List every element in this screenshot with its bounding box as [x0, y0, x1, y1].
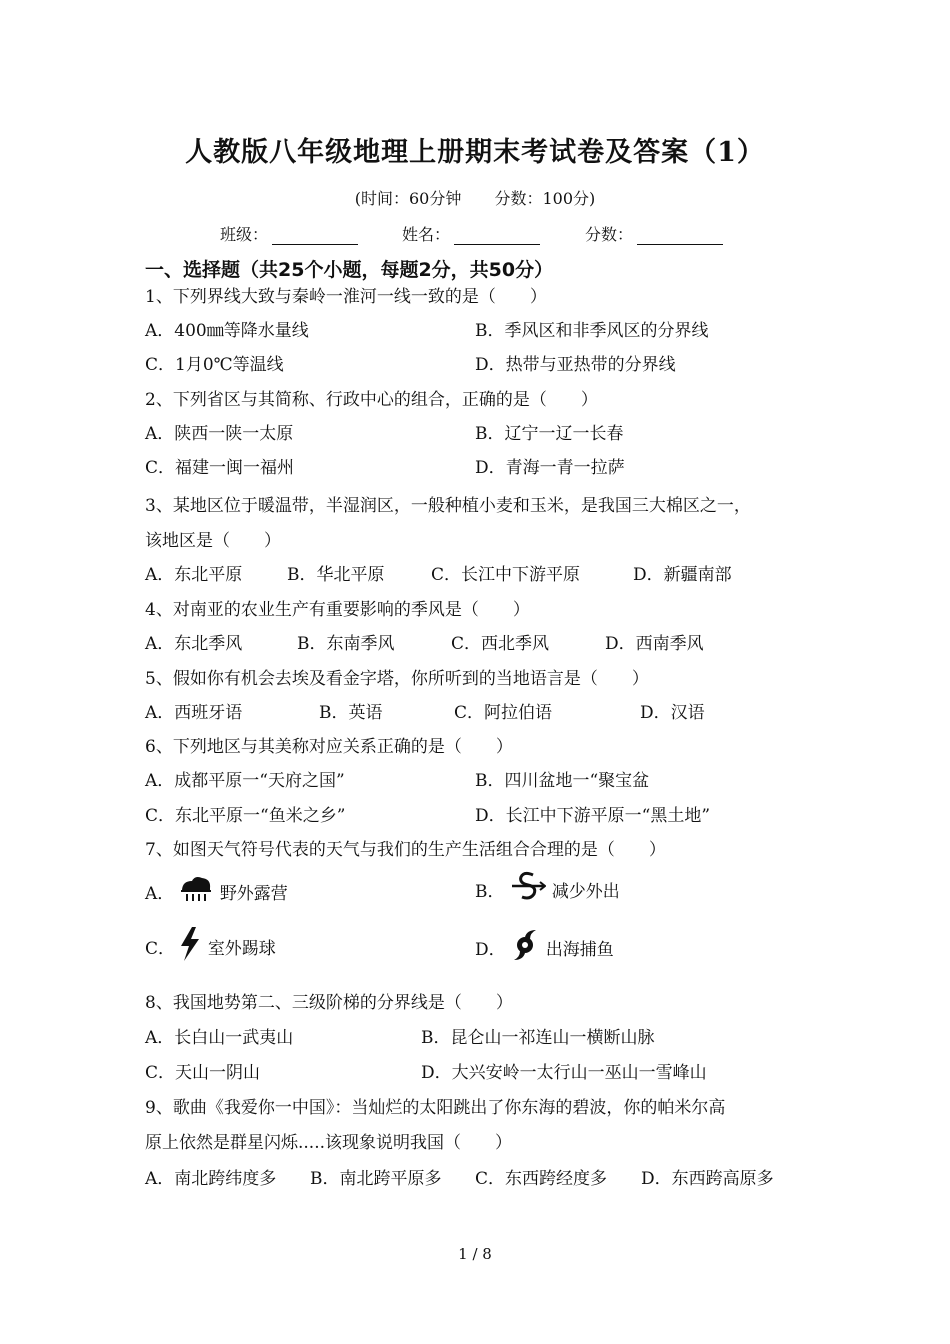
q8-option-c[interactable]: C．天山一阴山: [145, 1063, 261, 1083]
q5-option-b[interactable]: B．英语: [319, 703, 383, 723]
q5-option-c[interactable]: C．阿拉伯语: [454, 703, 553, 723]
q7-option-c-letter: C．: [145, 939, 176, 959]
q3-option-d[interactable]: D．新疆南部: [633, 565, 732, 585]
question-7-stem: 7、如图天气符号代表的天气与我们的生产生活组合合理的是（ ）: [145, 840, 666, 860]
q7-option-d-text: 出海捕鱼: [545, 940, 614, 960]
question-4-stem: 4、对南亚的农业生产有重要影响的季风是（ ）: [145, 600, 530, 620]
q2-option-d[interactable]: D．青海一青一拉萨: [475, 458, 625, 478]
q7-option-c[interactable]: [145, 926, 276, 967]
page-number: 1 / 8: [458, 1245, 492, 1263]
rain-shower-icon: [178, 874, 214, 909]
q3-option-a[interactable]: A．东北平原: [145, 565, 243, 585]
q4-option-d[interactable]: D．西南季风: [605, 634, 704, 654]
q5-option-d[interactable]: D．汉语: [640, 703, 705, 723]
q4-option-c[interactable]: C．西北季风: [451, 634, 550, 654]
q8-option-d[interactable]: D．大兴安岭一太行山一巫山一雪峰山: [421, 1063, 707, 1083]
sandstorm-icon: [510, 870, 546, 909]
q7-option-b-text: 减少外出: [551, 882, 620, 902]
q7-option-b[interactable]: [475, 870, 620, 909]
question-3-stem-line2: 该地区是（ ）: [145, 531, 281, 551]
question-5-stem: 5、假如你有机会去埃及看金字塔，你所听到的当地语言是（ ）: [145, 669, 649, 689]
q9-option-d[interactable]: D．东西跨高原多: [641, 1169, 774, 1189]
question-9-stem-line1: 9、歌曲《我爱你一中国》：当灿烂的太阳跳出了你东海的碧波，你的帕米尔高: [145, 1098, 726, 1118]
q3-option-b[interactable]: B．华北平原: [287, 565, 385, 585]
question-8-stem: 8、我国地势第二、三级阶梯的分界线是（ ）: [145, 993, 513, 1013]
q7-option-b-letter: B．: [475, 882, 505, 902]
q7-option-a[interactable]: [145, 874, 288, 909]
q9-option-c[interactable]: C．东西跨经度多: [475, 1169, 608, 1189]
q6-option-a[interactable]: A．成都平原一“天府之国”: [145, 771, 345, 791]
q9-option-b[interactable]: B．南北跨平原多: [310, 1169, 442, 1189]
q4-option-b[interactable]: B．东南季风: [297, 634, 395, 654]
q6-option-b[interactable]: B．四川盆地一“聚宝盆: [475, 771, 650, 791]
question-6-stem: 6、下列地区与其美称对应关系正确的是（ ）: [145, 737, 513, 757]
score-label: 分数：: [585, 225, 634, 244]
q2-option-c[interactable]: C．福建一闽一福州: [145, 458, 295, 478]
q8-option-b[interactable]: B．昆仑山一祁连山一横断山脉: [421, 1028, 655, 1048]
q6-option-c[interactable]: C．东北平原一“鱼米之乡”: [145, 806, 346, 826]
q2-option-a[interactable]: A．陕西一陕一太原: [145, 424, 294, 444]
q7-option-a-text: 野外露营: [219, 884, 288, 904]
q7-option-c-text: 室外踢球: [207, 939, 276, 959]
score-blank[interactable]: [637, 228, 723, 245]
section-heading: 一、选择题（共25个小题，每题2分，共50分）: [145, 259, 554, 281]
exam-time: (时间：60分钟: [354, 189, 462, 208]
q4-option-a[interactable]: A．东北季风: [145, 634, 243, 654]
name-label: 姓名：: [402, 225, 451, 244]
q1-option-b[interactable]: B．季风区和非季风区的分界线: [475, 321, 709, 341]
q6-option-d[interactable]: D．长江中下游平原一“黑土地”: [475, 806, 711, 826]
q5-option-a[interactable]: A．西班牙语: [145, 703, 243, 723]
question-1-stem: 1、下列界线大致与秦岭一淮河一线一致的是（ ）: [145, 287, 547, 307]
q7-option-d-letter: D．: [475, 940, 506, 960]
q8-option-a[interactable]: A．长白山一武夷山: [145, 1028, 294, 1048]
q9-option-a[interactable]: A．南北跨纬度多: [145, 1169, 277, 1189]
class-label: 班级：: [220, 225, 269, 244]
q2-option-b[interactable]: B．辽宁一辽一长春: [475, 424, 624, 444]
question-3-stem-line1: 3、某地区位于暖温带，半湿润区，一般种植小麦和玉米，是我国三大棉区之一，: [145, 496, 751, 516]
class-field[interactable]: [220, 222, 358, 245]
lightning-icon: [178, 926, 202, 967]
score-field[interactable]: [585, 222, 723, 245]
q1-option-a[interactable]: A．400㎜等降水量线: [145, 321, 309, 341]
page-title: 人教版八年级地理上册期末考试卷及答案（1）: [185, 137, 765, 168]
question-9-stem-line2: 原上依然是群星闪烁.....该现象说明我国（ ）: [145, 1133, 513, 1153]
name-field[interactable]: [402, 222, 540, 245]
name-blank[interactable]: [454, 228, 540, 245]
q3-option-c[interactable]: C．长江中下游平原: [431, 565, 581, 585]
exam-total-score: 分数：100分): [494, 189, 596, 208]
q7-option-d[interactable]: [475, 928, 614, 967]
question-2-stem: 2、下列省区与其简称、行政中心的组合，正确的是（ ）: [145, 390, 598, 410]
exam-meta: [0, 186, 950, 209]
typhoon-icon: [510, 928, 540, 967]
class-blank[interactable]: [272, 228, 358, 245]
q1-option-d[interactable]: D．热带与亚热带的分界线: [475, 355, 676, 375]
q1-option-c[interactable]: C．1月0℃等温线: [145, 355, 284, 375]
q7-option-a-letter: A．: [145, 884, 175, 904]
